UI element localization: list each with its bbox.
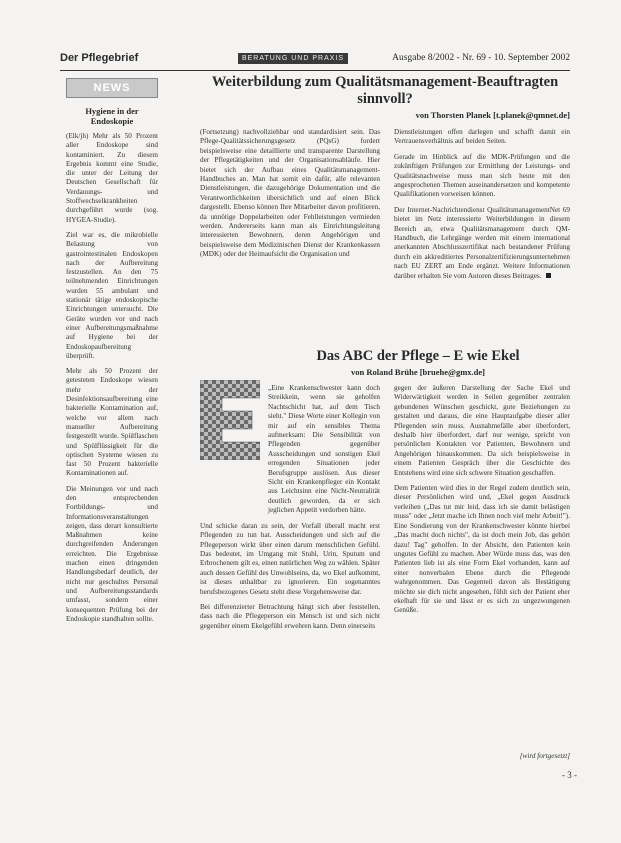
article1-title: Weiterbildung zum Qualitätsmanagement-Beauftragten sinnvoll?	[211, 74, 559, 107]
continuation-note: [wird fortgesetzt]	[519, 752, 570, 760]
article1-paragraph: (Fortsetzung) nachvollziehbar und standardisiert sein. Das Pflege-Qualitätssicherungsgesetz (PQsG) fordert beispielsweise eine detaillierte und transparente Darstellung der Pflegetätigkeiten und der Organisationsabläufe. Hier bietet sich der Aufbau eines Qualitätsmanagement-Handbuches an. Man hat somit ein dafür, alle relevanten Dienstleistungen, die dazugehörige Dokumentation und die Verantwortlichkeiten übersichtlich und auf einen Blick dargestellt. Ebenso können Ihre Mitarbeiter davon profitieren, da unnötige Doppelarbeiten oder Fehlleistungen vermieden werden. Andererseits kann man als Einrichtungsleitung interessierten Bewohnern, deren Angehörigen und beispielsweise dem Medizinischen Dienst der Krankenkassen (MDK) oder der Heimaufsicht die Organisation und	[200, 128, 380, 259]
article2-paragraph: „Eine Krankenschwester kann doch Streikkein, wenn sie geholfen Nachtschicht hat, auf dem Tisch sieht." Diese Worte einer Kollegin von mir auf ein sensibles Thema aufmerksam: Die Sensibilität von Pflegenden gegenüber Ausscheidungen und sonstigen Ekel erregenden Situationen jeder Berufsgruppe auslösen. Aus dieser Sicht ein Krankenpfleger ein Kontakt aus Leichtsinn eine Nicht-Neutralität deutlich geworden, da er sich jeglichen Appetit verdorben hätte.	[268, 384, 380, 515]
section-logo: BERATUNG UND PRAXIS	[238, 53, 348, 64]
article1-column-1	[200, 128, 380, 343]
sidebar-paragraph: Ziel war es, die mikrobielle Belastung von gastrointestinalen Endoskopen nach der Aufbereitung festzustellen. An den 75 teilnehmenden Einrichtungen wurden 55 ambulant und stationär tätige endoskopische Einrichtungen untersucht. Die Geräte wurden vor und nach einer Aufbereitungsmaßnahme auf Hygiene bei der Endoskopaufbereitung überprüft.	[66, 230, 158, 360]
article2-paragraph: gegen der äußeren Darstellung der Sache Ekel und Widerwärtigkeit werden in Seilen gegenüber zentralen gebundenen Wünschen geschickt, gute Beziehungen zu gestalten und daraus, die eine Hauptaufgabe dieser aller Pflegenden sein muss. Ausnahmefälle aber überfordert, deshalb hier überfordert, darf nur wenige, spricht von persönlichen Kontakten vor Patienten, Bewohnern und Angehörigen hinauskommen. Da sich beispielsweise in einem Patienten Gespräch über die Geschichte des Entstehens wird eine sich schwere Situation geschaffen.	[394, 384, 570, 477]
sidebar-paragraph: Die Meinungen vor und nach den entsprechenden Fortbildungs- und Informationsveranstaltungen zeigen, dass derart konsultierte Maßnahmen keine durchgreifenden Änderungen erreichten. Die Ergebnisse machen einen dringenden Handlungsbedarf deutlich, der nicht nur geschultes Personal und Aufbereitungsstandards umfasst, sondern einer konsequenten Prüfung bei der Endoskopie standhalten sollte.	[66, 484, 158, 623]
article1-column-2	[394, 128, 570, 343]
publication-name: Der Pflegebrief	[60, 52, 139, 64]
article2-column-1	[200, 384, 380, 784]
article2-paragraph: Und schicke daran zu sein, der Vorfall überall macht erst Pflegenden zu tun hat. Ausscheidungen und sich auf die Pflegeperson wirkt über einen darum menschlichen Gefühl. Das bedeutet, im Umgang mit Stuhl, Urin, Sputum und Erbrochenem gilt es, einen natürlichen Weg zu wählen. Später auch dessen Gefühl des Unwohlseins, da, wo Ekel aufkommt, ist dieses unhaltbar zu ignorieren. Ein sogenanntes berufsbezogenes Gesetz steht diese Vorgehensweise dar.	[200, 521, 380, 596]
issue-info: Ausgabe 8/2002 - Nr. 69 - 10. September 2002	[392, 53, 570, 63]
page-header	[60, 50, 570, 71]
article1-paragraph-text: Der Internet-Nachrichtendienst QualitätsmanagementNet 69 bietet im Netz interessierte Weiterbildungen in diesem Bereich an, etwa Qualitätsmanagement durch QM-Handbuch, die Lehrgänge werden mit einem international anerkannten Abschlusszertifikat nach bestandener Prüfung durch ein akkreditiertes Personalzertifizierungsunternehmen nach EU ZERT am Ende ergänzt. Weitere Informationen darüber erhalten Sie vom Autoren dieses Beitrages.	[394, 205, 570, 280]
sidebar-paragraph: Mehr als 50 Prozent der getesteten Endoskope wiesen mehr der Desinfektionsaufbereitung eine bakterielle Kontamination auf, welche vor allem nach manueller Aufbereitung festgestellt wurde. Spülflaschen und Spülflüssigkeit für die optischen Systeme wiesen zu fast 50 Prozent bakterielle Kontaminationen auf.	[66, 367, 158, 478]
article2-title: Das ABC der Pflege – E wie Ekel	[316, 348, 520, 364]
end-of-article-mark	[546, 273, 551, 278]
article1-paragraph	[394, 206, 570, 281]
sidebar-paragraph: (Elk/jh) Mehr als 50 Prozent aller Endoskope sind kontaminiert. Zu diesem Ergebnis kommt eine Studie, die unter der Leitung der Deutschen Gesellschaft für Verdauungs- und Stoffwechselkrankheiten durchgeführt wurde (sog. HYGEA-Studie).	[66, 132, 158, 224]
article2-author: von Roland Brühe [bruehe@gmx.de]	[351, 367, 485, 377]
article2-paragraph: Bei differenzierter Betrachtung hängt sich aber feststellen, dass nach die Pflegeperson ein Mensch ist und sich nicht gegenüber einem Ekelgefühl erwehren kann. Denn einerseits	[200, 602, 380, 630]
news-label: NEWS	[66, 78, 158, 98]
page-number: - 3 -	[562, 770, 577, 780]
news-sidebar	[66, 78, 158, 778]
sidebar-heading: Hygiene in der Endoskopie	[85, 106, 139, 126]
article1-paragraph: Gerade im Hinblick auf die MDK-Prüfungen und die zukünftigen Prüfungen zur Ermittlung der Leistungs- und Qualitätsnachweise muss man sich heute mit den angesprochenen Themen auseinandersetzen und kompetente Qualifikationen vorweisen können.	[394, 152, 570, 199]
article1-author: von Thorsten Planek [t.planek@qmnet.de]	[415, 110, 570, 120]
article2-paragraph: Dem Patienten wird dies in der Regel zudem deutlich sein, dieser Persönlichen wird und, „Ekel gegen Ausdruck verleihen („Das tut mir leid, dass ich sie damit belästigen muss" oder „Jetzt mache ich Ihnen noch viel mehr Arbeit!"). Eine Sondierung von der Krankenschwester könnte hierbei „Das macht doch nichts", da ist doch mein Job, das gehört dazu! Tag" geholfen. In der Absicht, den Patienten kein ungutes Gefühl zu machen. Aber Würde muss das, was den Patienten lieb ist als eine Form Ekel vorhanden, kann auf einer nonverbalen Ebene durch die Pflegende wahrgenommen. Das Gegenteil davon als Bestätigung möchte sie dich nicht angesehen, fühlt sich der Patient eher ekelhaft für sie und lässt er es sich zu ungezwungenen Genüße.	[394, 484, 570, 615]
article2-column-2	[394, 384, 570, 764]
article1-paragraph: Dienstleistungen offen darlegen und schafft damit ein Vertrauensverhältnis auf beiden Seiten.	[394, 128, 570, 146]
